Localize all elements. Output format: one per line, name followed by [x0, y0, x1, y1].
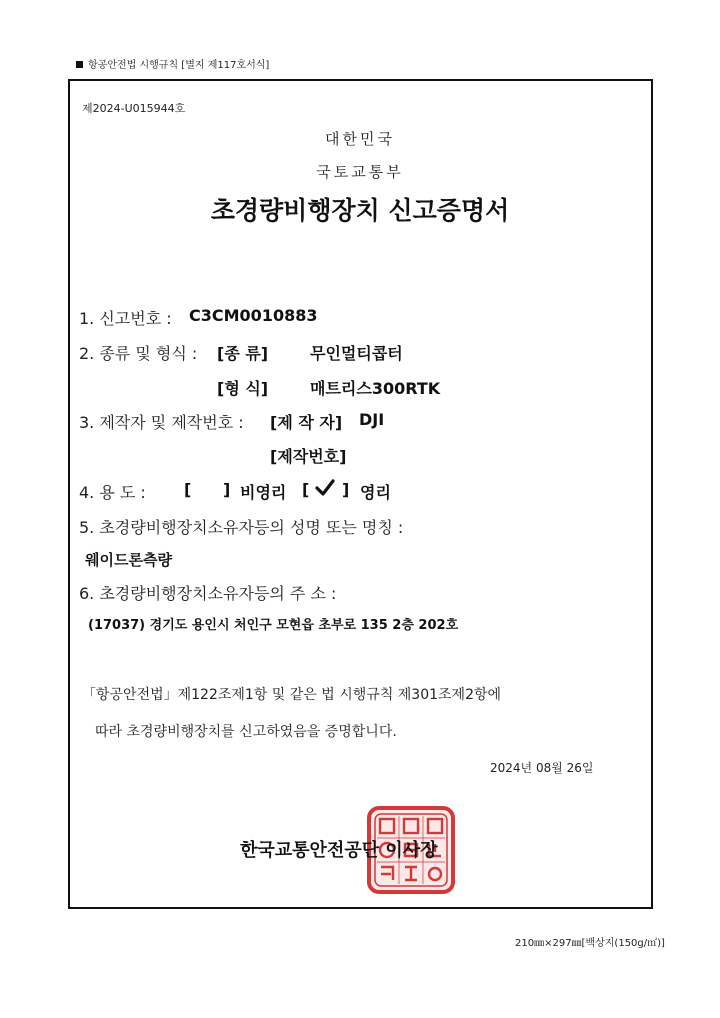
purpose-bracket-open-1: [ — [184, 480, 192, 499]
report-number-value: C3CM0010883 — [189, 306, 318, 325]
form-reference-text: 항공안전법 시행규칙 [별지 제117호서식] — [88, 60, 270, 71]
owner-name-label: 5. 초경량비행장치소유자등의 성명 또는 명칭 : — [79, 518, 404, 537]
purpose-option-profit: 영리 — [360, 483, 391, 502]
paper-size-note: 210㎜×297㎜[백상지(150g/㎡)] — [515, 938, 665, 949]
manufacturer-label: 3. 제작자 및 제작번호 : — [79, 413, 244, 432]
model-value: 매트리스300RTK — [310, 379, 441, 398]
owner-name-value: 웨이드론측량 — [85, 551, 172, 569]
owner-address-label: 6. 초경량비행장치소유자등의 주 소 : — [79, 584, 337, 603]
report-number-label: 1. 신고번호 : — [79, 309, 172, 328]
purpose-bracket-close-1: ] — [223, 480, 231, 499]
purpose-bracket-open-2: [ — [302, 480, 310, 499]
owner-address-value: (17037) 경기도 용인시 처인구 모현읍 초부로 135 2층 202호 — [88, 618, 459, 633]
purpose-bracket-close-2: ] — [342, 480, 350, 499]
maker-value: DJI — [359, 410, 385, 429]
maker-label: [제 작 자] — [270, 413, 343, 432]
kind-label: [종 류] — [217, 344, 269, 363]
square-bullet-icon — [76, 61, 83, 68]
document-number: 제2024-U015944호 — [82, 102, 186, 115]
model-label: [형 식] — [217, 379, 269, 398]
country-name: 대한민국 — [325, 130, 395, 148]
statement-line-1: 「항공안전법」제122조제1항 및 같은 법 시행규칙 제301조제2항에 — [82, 687, 502, 703]
serial-label: [제작번호] — [270, 447, 347, 466]
type-model-label: 2. 종류 및 형식 : — [79, 344, 198, 363]
form-reference — [76, 56, 269, 71]
issue-date: 2024년 08월 26일 — [490, 761, 594, 775]
purpose-option-nonprofit: 비영리 — [240, 483, 287, 502]
issuer-name: 한국교통안전공단 이사장 — [240, 840, 438, 861]
ministry-name: 국토교통부 — [316, 163, 404, 181]
statement-line-2: 따라 초경량비행장치를 신고하였음을 증명합니다. — [95, 724, 397, 740]
purpose-label: 4. 용 도 : — [79, 483, 146, 502]
certificate-title: 초경량비행장치 신고증명서 — [210, 196, 510, 225]
kind-value: 무인멀티콥터 — [310, 344, 403, 363]
check-mark-icon — [314, 478, 336, 499]
